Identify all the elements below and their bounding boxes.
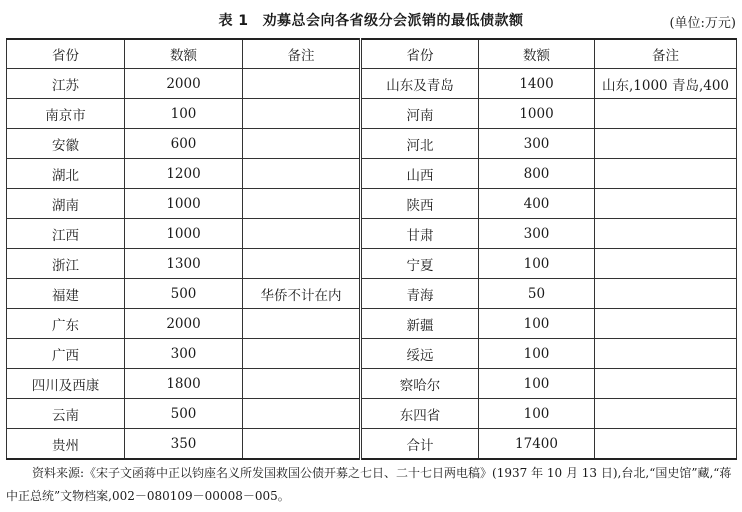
cell-note-left xyxy=(243,339,361,369)
cell-province-right: 察哈尔 xyxy=(361,369,479,399)
cell-amount-right: 300 xyxy=(479,219,595,249)
cell-amount-left: 2000 xyxy=(125,309,243,339)
table-title-text: 劝募总会向各省级分会派销的最低债款额 xyxy=(262,13,524,29)
header-note-right: 备注 xyxy=(595,39,737,69)
cell-amount-left: 350 xyxy=(125,429,243,460)
table-header-row xyxy=(7,39,737,69)
cell-note-left: 华侨不计在内 xyxy=(243,279,361,309)
cell-amount-left: 100 xyxy=(125,99,243,129)
cell-note-right xyxy=(595,279,737,309)
cell-province-right: 河南 xyxy=(361,99,479,129)
cell-note-left xyxy=(243,249,361,279)
cell-amount-right: 17400 xyxy=(479,429,595,460)
source-note: 资料来源:《宋子文函蒋中正以钧座名义所发国救国公债开募之七日、二十七日两电稿》(1937 年 10 月 13 日),台北,“国史馆”藏,“蒋中正总统”文物档案,002－080109－00008－005。 xyxy=(6,466,732,503)
cell-note-left xyxy=(243,99,361,129)
table-row xyxy=(7,189,737,219)
header-province-left: 省份 xyxy=(7,39,125,69)
cell-note-right xyxy=(595,369,737,399)
header-note-left: 备注 xyxy=(243,39,361,69)
cell-amount-left: 1000 xyxy=(125,219,243,249)
cell-note-left xyxy=(243,69,361,99)
cell-amount-left: 600 xyxy=(125,129,243,159)
cell-amount-left: 2000 xyxy=(125,69,243,99)
table-row xyxy=(7,129,737,159)
cell-province-right: 甘肃 xyxy=(361,219,479,249)
cell-amount-right: 100 xyxy=(479,369,595,399)
table-title xyxy=(0,10,742,30)
cell-note-left xyxy=(243,129,361,159)
table-row xyxy=(7,339,737,369)
cell-note-right xyxy=(595,189,737,219)
cell-amount-right: 100 xyxy=(479,399,595,429)
cell-amount-right: 1400 xyxy=(479,69,595,99)
cell-province-left: 湖北 xyxy=(7,159,125,189)
table-row xyxy=(7,309,737,339)
table-row xyxy=(7,249,737,279)
cell-note-left xyxy=(243,399,361,429)
cell-note-right xyxy=(595,219,737,249)
cell-province-right: 合计 xyxy=(361,429,479,460)
cell-province-left: 安徽 xyxy=(7,129,125,159)
cell-province-left: 云南 xyxy=(7,399,125,429)
cell-amount-left: 1800 xyxy=(125,369,243,399)
table-row xyxy=(7,219,737,249)
cell-note-left xyxy=(243,309,361,339)
table-row xyxy=(7,69,737,99)
cell-note-right xyxy=(595,429,737,460)
table-row xyxy=(7,159,737,189)
cell-amount-left: 500 xyxy=(125,279,243,309)
quota-table xyxy=(6,38,737,460)
table-body xyxy=(7,69,737,460)
table-row xyxy=(7,279,737,309)
cell-amount-right: 400 xyxy=(479,189,595,219)
cell-note-right xyxy=(595,249,737,279)
cell-amount-left: 300 xyxy=(125,339,243,369)
cell-note-left xyxy=(243,369,361,399)
cell-amount-right: 800 xyxy=(479,159,595,189)
cell-province-right: 山西 xyxy=(361,159,479,189)
cell-amount-right: 50 xyxy=(479,279,595,309)
cell-province-left: 贵州 xyxy=(7,429,125,460)
cell-province-left: 广西 xyxy=(7,339,125,369)
cell-note-right xyxy=(595,309,737,339)
cell-province-left: 福建 xyxy=(7,279,125,309)
cell-amount-right: 100 xyxy=(479,339,595,369)
cell-note-left xyxy=(243,159,361,189)
cell-note-right xyxy=(595,99,737,129)
cell-amount-right: 1000 xyxy=(479,99,595,129)
cell-amount-left: 1300 xyxy=(125,249,243,279)
cell-province-left: 四川及西康 xyxy=(7,369,125,399)
cell-province-right: 绥远 xyxy=(361,339,479,369)
cell-amount-right: 100 xyxy=(479,309,595,339)
header-amount-left: 数额 xyxy=(125,39,243,69)
cell-province-right: 东四省 xyxy=(361,399,479,429)
cell-amount-left: 500 xyxy=(125,399,243,429)
cell-note-left xyxy=(243,189,361,219)
cell-amount-left: 1200 xyxy=(125,159,243,189)
table-number: 表 1 xyxy=(218,13,249,29)
cell-province-left: 浙江 xyxy=(7,249,125,279)
cell-note-right xyxy=(595,399,737,429)
cell-province-right: 宁夏 xyxy=(361,249,479,279)
cell-province-right: 陕西 xyxy=(361,189,479,219)
cell-province-right: 新疆 xyxy=(361,309,479,339)
cell-province-right: 河北 xyxy=(361,129,479,159)
cell-province-left: 湖南 xyxy=(7,189,125,219)
cell-amount-left: 1000 xyxy=(125,189,243,219)
cell-province-left: 广东 xyxy=(7,309,125,339)
cell-note-left xyxy=(243,429,361,460)
table-row xyxy=(7,399,737,429)
header-province-right: 省份 xyxy=(361,39,479,69)
table-row xyxy=(7,429,737,460)
cell-note-right xyxy=(595,129,737,159)
unit-label: (单位:万元) xyxy=(669,16,736,31)
cell-note-left xyxy=(243,219,361,249)
cell-note-right xyxy=(595,339,737,369)
header-amount-right: 数额 xyxy=(479,39,595,69)
cell-note-right: 山东,1000 青岛,400 xyxy=(595,69,737,99)
cell-province-right: 山东及青岛 xyxy=(361,69,479,99)
cell-province-right: 青海 xyxy=(361,279,479,309)
cell-province-left: 江西 xyxy=(7,219,125,249)
table-row xyxy=(7,369,737,399)
cell-note-right xyxy=(595,159,737,189)
cell-amount-right: 300 xyxy=(479,129,595,159)
cell-amount-right: 100 xyxy=(479,249,595,279)
cell-province-left: 江苏 xyxy=(7,69,125,99)
cell-province-left: 南京市 xyxy=(7,99,125,129)
table-row xyxy=(7,99,737,129)
